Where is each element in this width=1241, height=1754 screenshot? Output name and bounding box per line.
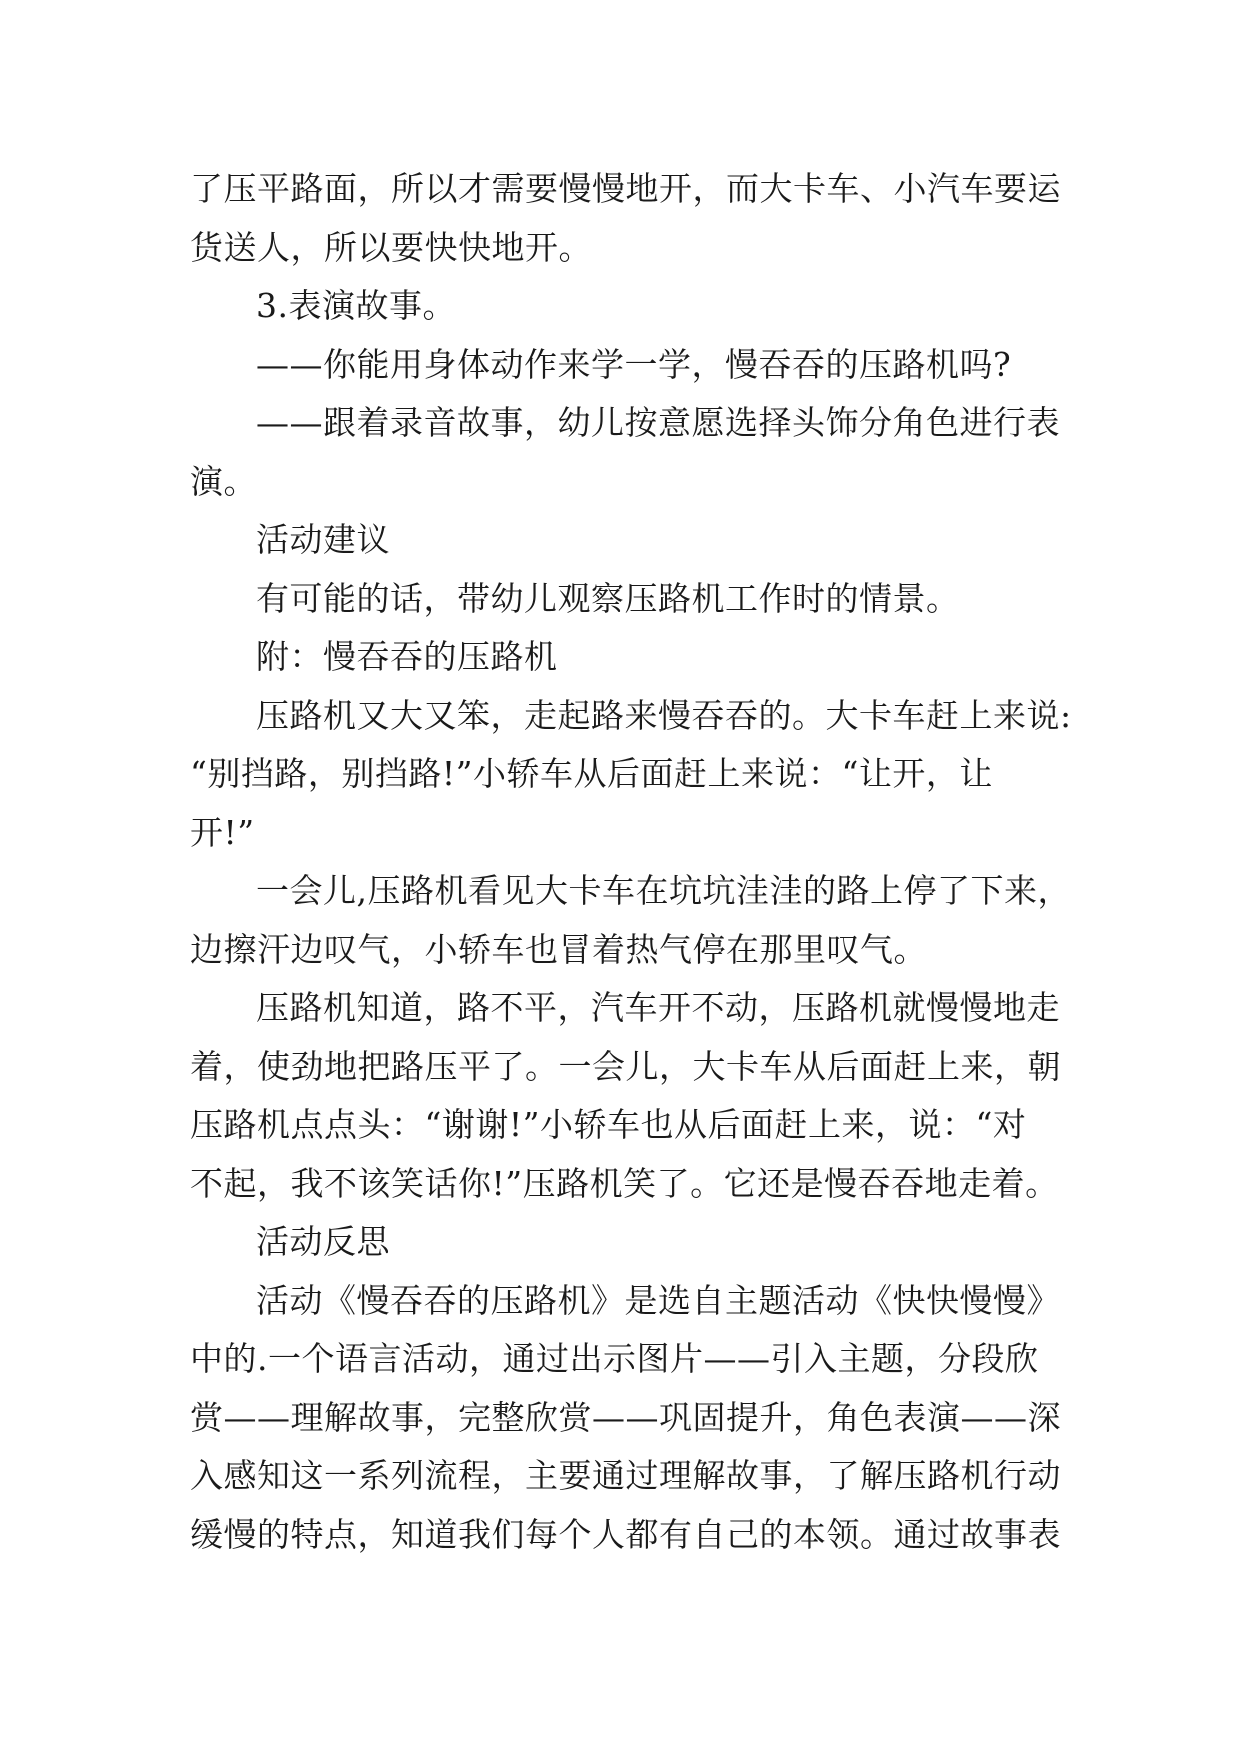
text-line: 不起，我不该笑话你!”压路机笑了。它还是慢吞吞地走着。: [190, 1163, 1059, 1203]
text-line: 演。: [190, 461, 257, 501]
text-line: 边擦汗边叹气，小轿车也冒着热气停在那里叹气。: [190, 929, 927, 969]
text-line: 一会儿,压路机看见大卡车在坑坑洼洼的路上停了下来，: [256, 871, 1071, 910]
text-line: 着，使劲地把路压平了。一会儿，大卡车从后面赶上来，朝: [190, 1046, 1061, 1086]
text-line: 入感知这一系列流程，主要通过理解故事，了解压路机行动: [190, 1456, 1061, 1495]
text-line: 缓慢的特点，知道我们每个人都有自己的本领。通过故事表: [190, 1514, 1061, 1554]
text-line: 有可能的话，带幼儿观察压路机工作时的情景。: [256, 578, 960, 618]
text-line: 压路机又大又笨，走起路来慢吞吞的。大卡车赶上来说:: [256, 695, 1072, 735]
text-line: 活动《慢吞吞的压路机》是选自主题活动《快快慢慢》: [256, 1280, 1060, 1320]
section-item-heading: 3.表演故事。: [256, 286, 456, 325]
text-line: 开!”: [190, 812, 255, 852]
text-line: 压路机知道，路不平，汽车开不动，压路机就慢慢地走: [256, 988, 1060, 1027]
text-line: 了压平路面，所以才需要慢慢地开，而大卡车、小汽车要运: [190, 169, 1061, 208]
appendix-heading: 附：慢吞吞的压路机: [256, 637, 558, 676]
section-heading-suggestion: 活动建议: [256, 520, 390, 559]
section-heading-reflection: 活动反思: [256, 1222, 390, 1261]
text-line: 压路机点点头：“谢谢!”小轿车也从后面赶上来，说：“对: [190, 1105, 1027, 1144]
text-line: 赏——理解故事，完整欣赏——巩固提升，角色表演——深: [190, 1397, 1061, 1437]
text-line: ——你能用身体动作来学一学，慢吞吞的压路机吗?: [256, 344, 1012, 384]
text-line: 中的.一个语言活动，通过出示图片——引入主题，分段欣: [190, 1339, 1039, 1378]
text-line: ——跟着录音故事，幼儿按意愿选择头饰分角色进行表: [256, 403, 1060, 442]
text-line: “别挡路，别挡路!”小轿车从后面赶上来说：“让开，让: [190, 754, 993, 793]
body-text: [190, 160, 1070, 1564]
text-line: 货送人，所以要快快地开。: [190, 227, 592, 267]
